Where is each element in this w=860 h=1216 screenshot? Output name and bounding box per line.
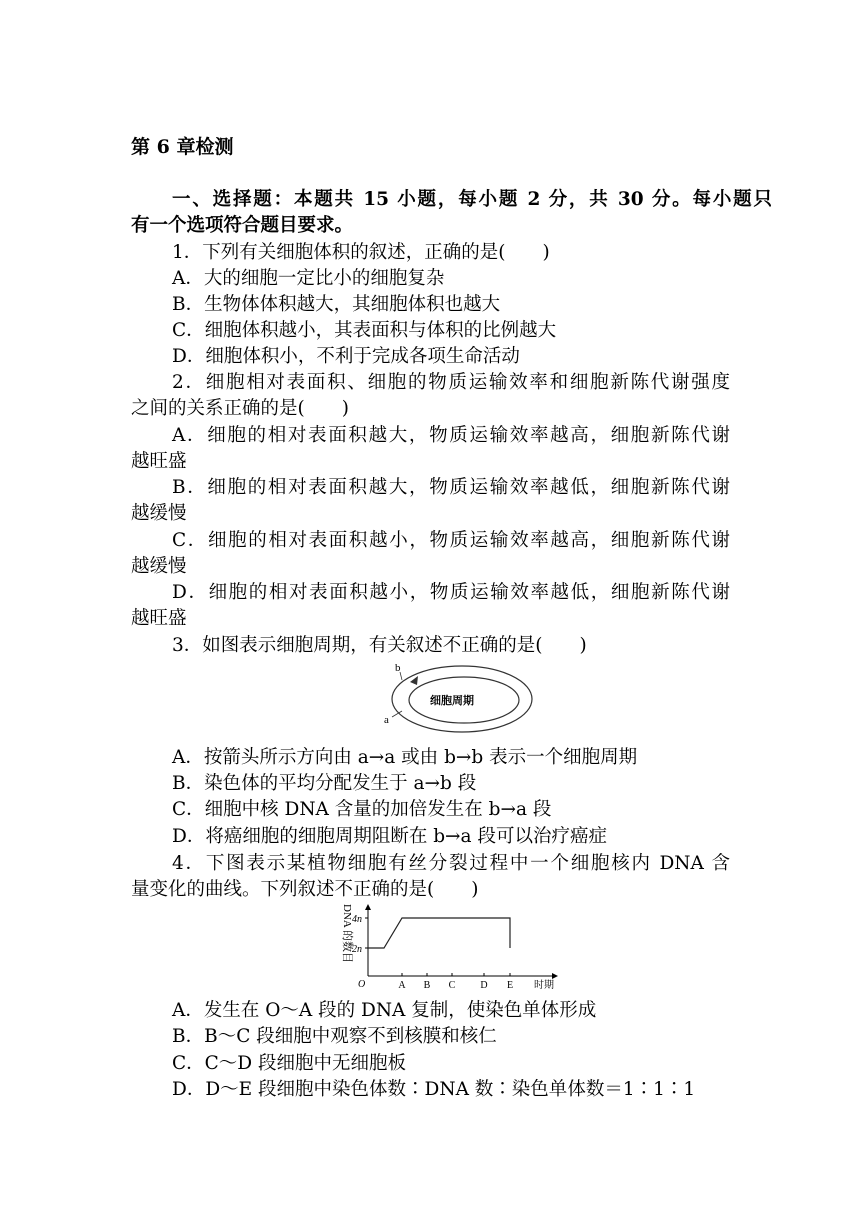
q1-option-d: D．细胞体积小，不利于完成各项生命活动 (172, 346, 520, 367)
q2-option-b-line2: 越缓慢 (131, 503, 187, 524)
q2-option-a-line1: A．细胞的相对表面积越大，物质运输效率越高，细胞新陈代谢 (172, 425, 730, 446)
q4-option-c: C．C～D 段细胞中无细胞板 (172, 1053, 407, 1074)
q3-option-a: A．按箭头所示方向由 a→a 或由 b→b 表示一个细胞周期 (172, 747, 638, 768)
x-tick-label-B: B (423, 980, 431, 991)
origin-label: O (358, 979, 366, 990)
cell-cycle-figure (380, 658, 540, 738)
q1-option-c: C．细胞体积越小，其表面积与体积的比例越大 (172, 320, 557, 341)
x-tick-label-C: C (448, 980, 456, 991)
y-tick-label-2n: 2n (352, 944, 362, 955)
q3-option-d: D．将癌细胞的细胞周期阻断在 b→a 段可以治疗癌症 (172, 826, 607, 847)
cycle-direction-arrow-icon (410, 676, 418, 685)
section-heading-line1: 一、选择题：本题共 15 小题，每小题 2 分，共 30 分。每小题只 (172, 189, 772, 210)
q2-option-d-line2: 越旺盛 (131, 608, 187, 629)
q1-stem: 1．下列有关细胞体积的叙述，正确的是( ) (172, 242, 550, 263)
cycle-center-label: 细胞周期 (430, 695, 474, 707)
chapter-title: 第 6 章检测 (131, 136, 234, 158)
q2-option-a-line2: 越旺盛 (131, 451, 187, 472)
q1-option-b: B．生物体体积越大，其细胞体积也越大 (172, 294, 501, 315)
q3-option-c: C．细胞中核 DNA 含量的加倍发生在 b→a 段 (172, 799, 552, 820)
q4-option-b: B．B～C 段细胞中观察不到核膜和核仁 (172, 1026, 497, 1047)
x-tick-label-D: D (480, 980, 488, 991)
point-a-label: a (384, 714, 389, 726)
y-axis-label: DNA 的数目 (341, 904, 353, 963)
q4-stem-line2: 量变化的曲线。下列叙述不正确的是( ) (131, 879, 479, 900)
y-axis-arrow-icon (365, 904, 371, 910)
q2-option-c-line2: 越缓慢 (131, 556, 187, 577)
x-axis-label: 时期 (534, 980, 554, 991)
q4-option-d: D．D～E 段细胞中染色体数∶DNA 数∶染色单体数＝1∶1∶1 (172, 1079, 696, 1100)
x-axis-arrow-icon (552, 973, 558, 979)
x-tick-label-E: E (506, 980, 514, 991)
y-tick-label-4n: 4n (352, 914, 362, 925)
q4-option-a: A．发生在 O～A 段的 DNA 复制，使染色单体形成 (172, 1000, 597, 1021)
q2-stem-line2: 之间的关系正确的是( ) (131, 398, 349, 419)
dna-content-series-line (368, 918, 510, 948)
q2-option-c-line1: C．细胞的相对表面积越小，物质运输效率越高，细胞新陈代谢 (172, 530, 730, 551)
q3-stem: 3．如图表示细胞周期，有关叙述不正确的是( ) (172, 635, 587, 656)
q2-option-d-line1: D．细胞的相对表面积越小，物质运输效率越低，细胞新陈代谢 (172, 582, 730, 603)
q1-option-a: A．大的细胞一定比小的细胞复杂 (172, 268, 445, 289)
point-b-label: b (395, 662, 401, 674)
x-tick-label-A: A (398, 980, 406, 991)
section-heading-line2: 有一个选项符合题目要求。 (131, 215, 354, 236)
q2-stem-line1: 2．细胞相对表面积、细胞的物质运输效率和细胞新陈代谢强度 (172, 372, 730, 393)
q4-stem-line1: 4．下图表示某植物细胞有丝分裂过程中一个细胞核内 DNA 含 (172, 853, 730, 874)
q2-option-b-line1: B．细胞的相对表面积越大，物质运输效率越低，细胞新陈代谢 (172, 477, 730, 498)
dna-content-chart (332, 902, 562, 992)
q3-option-b: B．染色体的平均分配发生于 a→b 段 (172, 773, 477, 794)
